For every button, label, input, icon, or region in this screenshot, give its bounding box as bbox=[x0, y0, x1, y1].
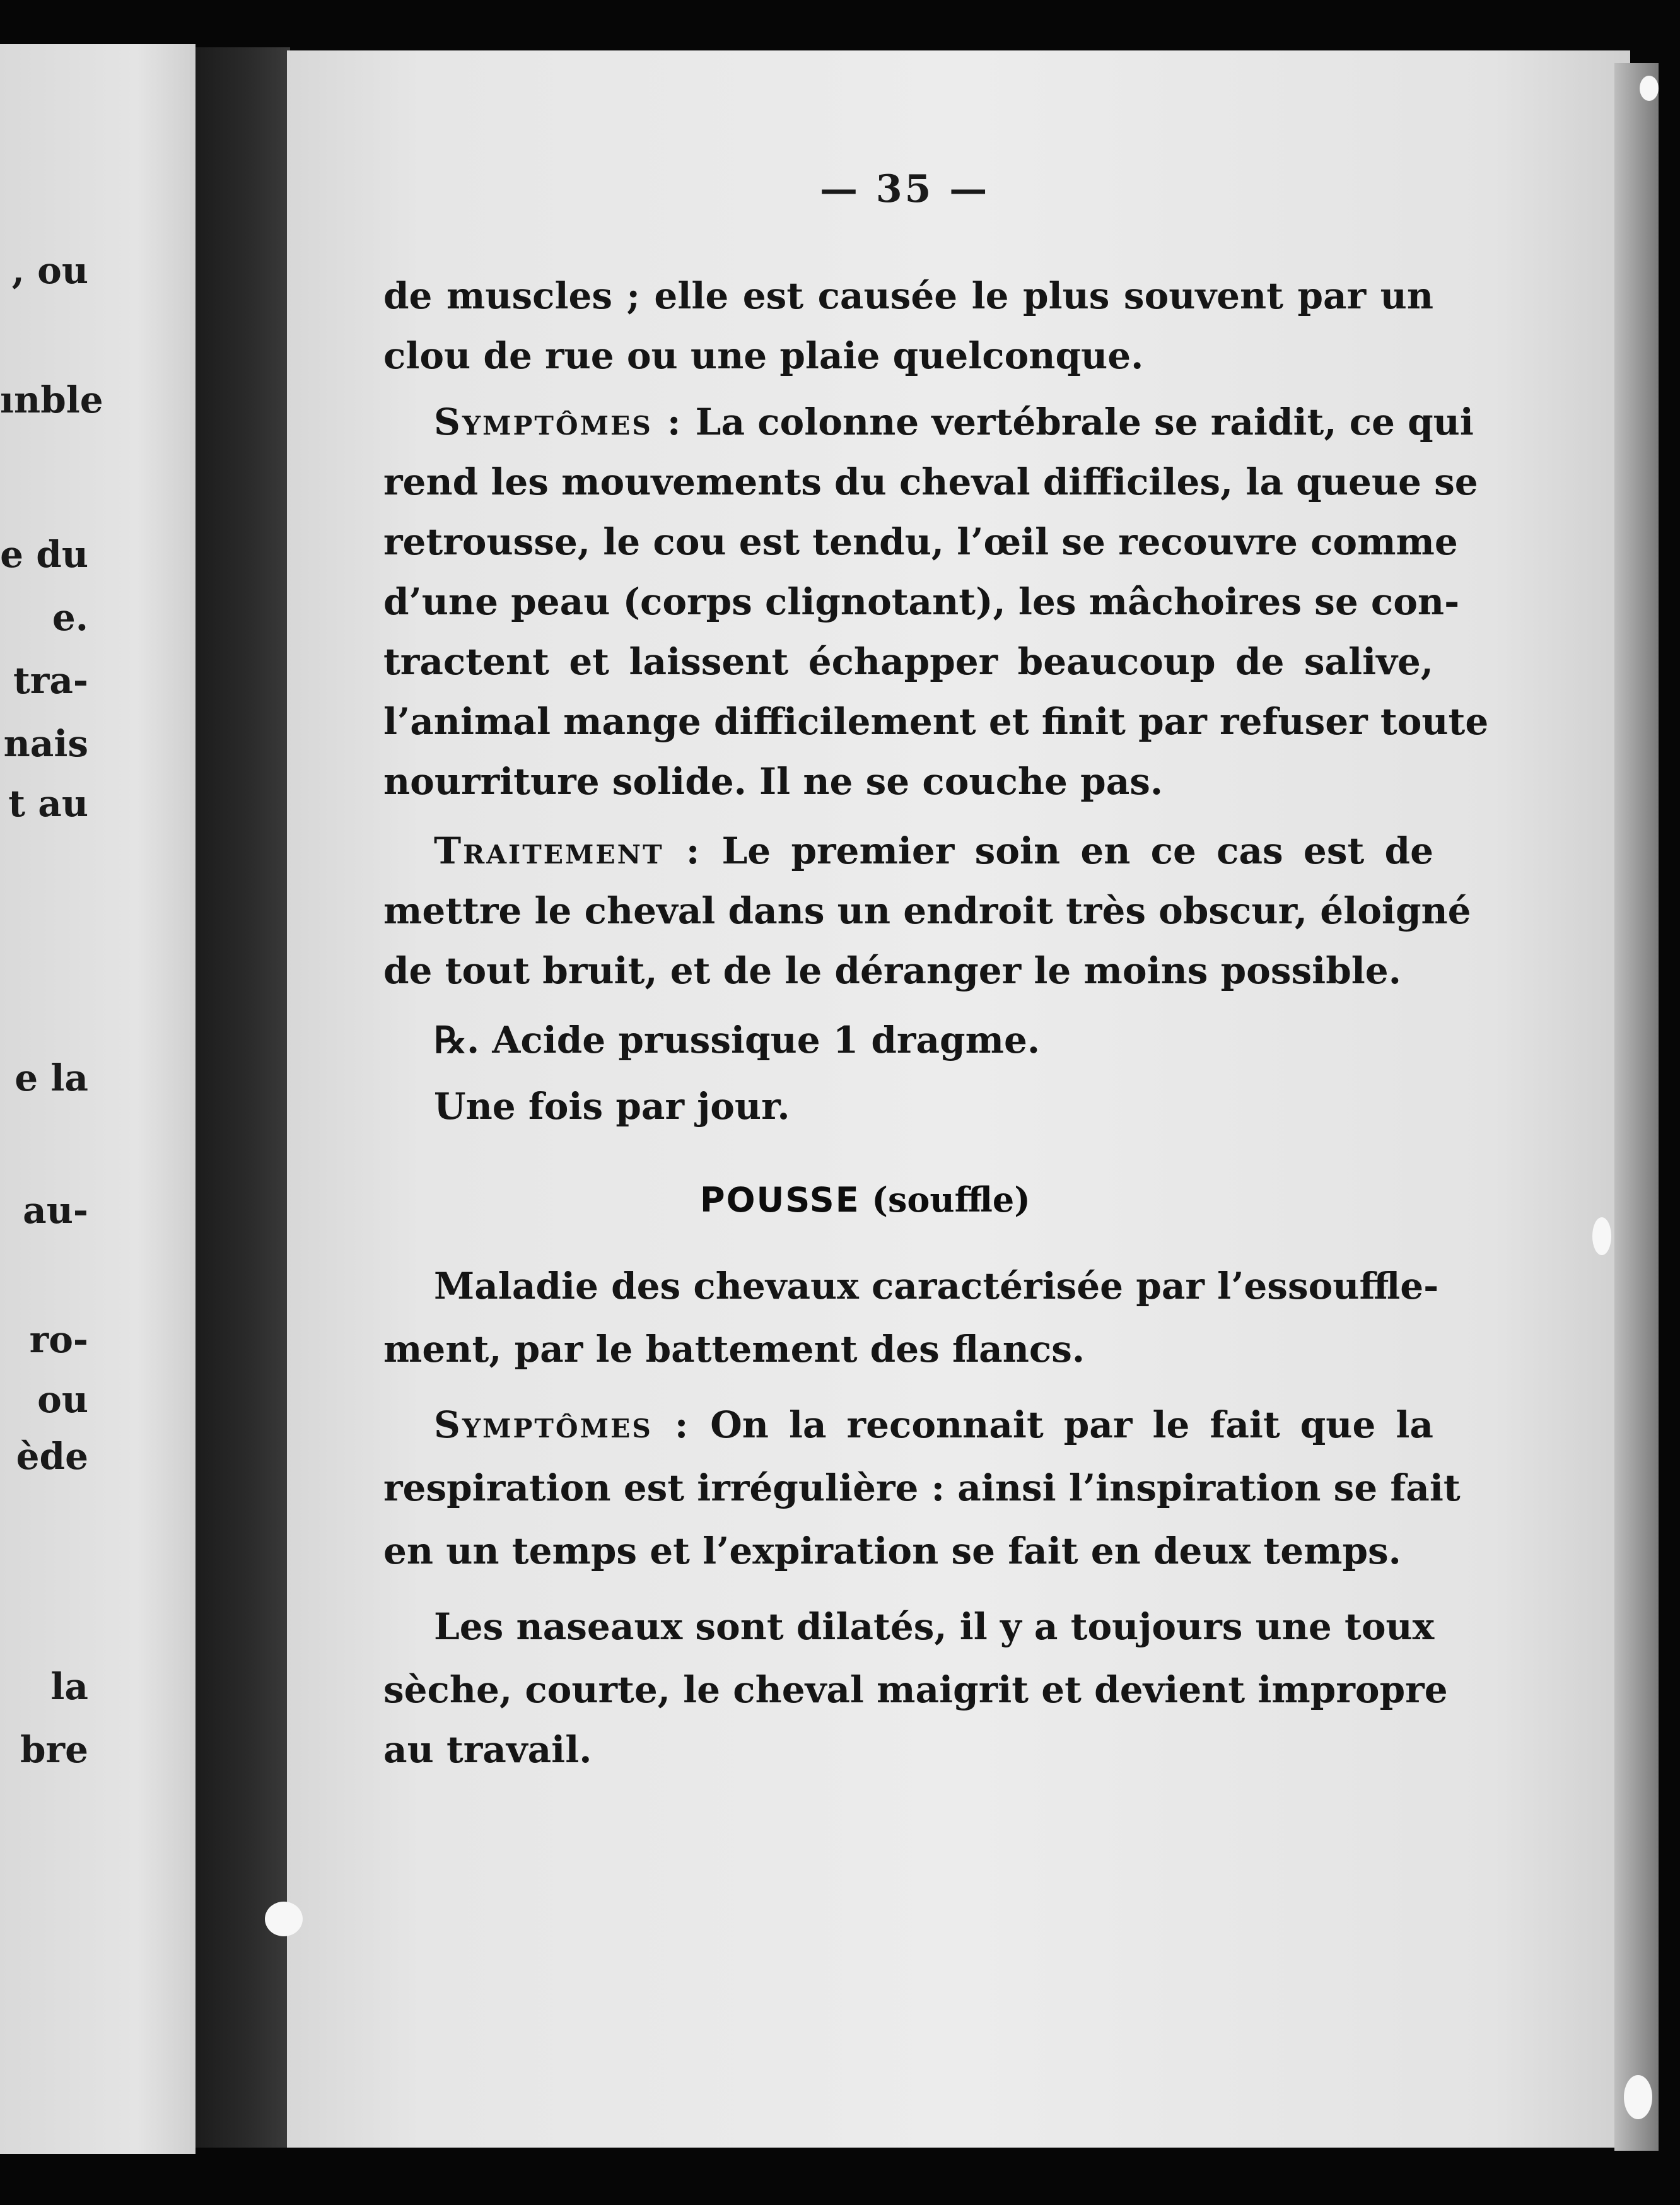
scan-speck bbox=[1640, 76, 1659, 101]
left-page-fragment: au- bbox=[23, 1189, 88, 1232]
scan-speck bbox=[1624, 2075, 1652, 2119]
paragraph-line: clou de rue ou une plaie quelconque. bbox=[383, 334, 1144, 377]
left-page-fragment: ède bbox=[16, 1435, 88, 1478]
paragraph-line: mettre le cheval dans un endroit très obscur, éloigné bbox=[383, 889, 1471, 932]
section-title bbox=[700, 1179, 1030, 1220]
left-page-fragment: ınble bbox=[0, 378, 103, 421]
recipe-dosage-line: Une fois par jour. bbox=[434, 1085, 790, 1128]
paragraph-line: Maladie des chevaux caractérisée par l’essouffle- bbox=[434, 1265, 1439, 1307]
left-page-fragment: ou bbox=[37, 1378, 88, 1421]
paragraph-line: l’animal mange difficilement et finit par refuser toute bbox=[383, 700, 1489, 743]
scan-speck bbox=[1592, 1217, 1611, 1255]
left-page-fragment: , ou bbox=[11, 249, 88, 292]
symptoms-heading: Symptômes : bbox=[434, 1403, 691, 1446]
page-number: — 35 — bbox=[820, 167, 990, 211]
left-page-fragment: e. bbox=[52, 596, 88, 639]
paragraph-line: tractent et laissent échapper beaucoup de salive, bbox=[383, 640, 1433, 683]
paragraph-line: Les naseaux sont dilatés, il y a toujours une toux bbox=[434, 1605, 1435, 1648]
left-page-fragment: t au bbox=[8, 782, 88, 825]
paragraph-text: Le premier soin en ce cas est de bbox=[721, 829, 1433, 872]
left-page-fragment: ro- bbox=[29, 1318, 88, 1361]
paragraph-first-line bbox=[383, 401, 1474, 443]
left-page-fragment: e la bbox=[15, 1056, 88, 1099]
paragraph-line: retrousse, le cou est tendu, l’œil se recouvre comme bbox=[383, 520, 1458, 563]
paragraph-line: sèche, courte, le cheval maigrit et devient impropre bbox=[383, 1668, 1448, 1711]
section-title-main: POUSSE bbox=[700, 1180, 860, 1220]
paragraph-text: On la reconnait par le fait que la bbox=[710, 1403, 1433, 1446]
paragraph-line: au travail. bbox=[383, 1728, 592, 1771]
paragraph-line: nourriture solide. Il ne se couche pas. bbox=[383, 760, 1164, 803]
paragraph-line: d’une peau (corps clignotant), les mâchoires se con- bbox=[383, 580, 1460, 623]
paragraph-first-line bbox=[383, 1403, 1433, 1446]
paragraph-line: ment, par le battement des flancs. bbox=[383, 1328, 1085, 1371]
left-page-fragment: e du bbox=[0, 533, 88, 576]
left-page-fragment: la bbox=[50, 1665, 88, 1708]
paragraph-line: en un temps et l’expiration se fait en deux temps. bbox=[383, 1529, 1401, 1572]
page-edge-shadow bbox=[1614, 63, 1659, 2151]
paragraph-line: de muscles ; elle est causée le plus souvent par un bbox=[383, 274, 1433, 317]
left-page-fragment: bre bbox=[20, 1728, 88, 1771]
paragraph-line: de tout bruit, et de le déranger le moins possible. bbox=[383, 949, 1401, 992]
section-title-subtitle: (souffle) bbox=[872, 1179, 1030, 1220]
symptoms-heading: Symptômes : bbox=[434, 401, 683, 443]
paragraph-line: respiration est irrégulière : ainsi l’inspiration se fait bbox=[383, 1466, 1461, 1509]
treatment-heading: Traitement : bbox=[434, 829, 702, 872]
left-page-fragment: tra- bbox=[13, 659, 88, 702]
left-page-fragment: nais bbox=[3, 722, 88, 765]
paragraph-line: rend les mouvements du cheval difficiles, la queue se bbox=[383, 460, 1478, 503]
paragraph-first-line bbox=[383, 829, 1433, 872]
book-gutter-shadow bbox=[195, 47, 290, 2148]
paragraph-text: La colonne vertébrale se raidit, ce qui bbox=[695, 401, 1474, 443]
scan-speck bbox=[265, 1902, 303, 1936]
recipe-line: ℞. Acide prussique 1 dragme. bbox=[434, 1019, 1041, 1062]
